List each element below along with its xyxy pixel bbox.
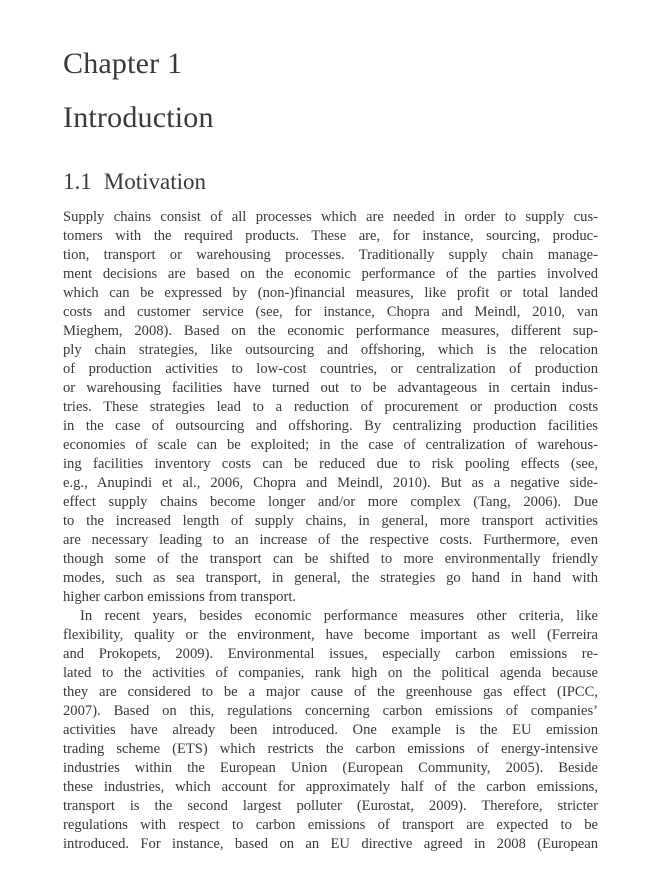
text-line: trading scheme (ETS) which restricts the carbon emissions of energy-intensive xyxy=(63,741,598,757)
text-line: activities have already been introduced. One example is the EU emission xyxy=(63,722,598,738)
text-line: economies of scale can be exploited; in the case of centralization of warehous- xyxy=(63,437,598,453)
text-line: which can be expressed by (non-)financial measures, like profit or total landed xyxy=(63,285,598,301)
page-content xyxy=(63,0,598,854)
text-line: higher carbon emissions from transport. xyxy=(63,589,297,605)
text-line: e.g., Anupindi et al., 2006, Chopra and Meindl, 2010). But as a negative side- xyxy=(63,475,598,491)
text-line: and Prokopets, 2009). Environmental issues, especially carbon emissions re- xyxy=(63,646,598,662)
text-line: regulations with respect to carbon emissions of transport are expected to be xyxy=(63,817,598,833)
paragraph xyxy=(63,607,598,854)
text-line: ply chain strategies, like outsourcing and offshoring, which is the relocation xyxy=(63,342,598,358)
text-line: they are considered to be a major cause of the greenhouse gas effect (IPCC, xyxy=(63,684,598,700)
text-line: introduced. For instance, based on an EU directive agreed in 2008 (European xyxy=(63,836,598,852)
text-line: Mieghem, 2008). Based on the economic performance measures, different sup- xyxy=(63,323,598,339)
text-line: flexibility, quality or the environment, have become important as well (Ferreira xyxy=(63,627,598,643)
text-line: 2007). Based on this, regulations concerning carbon emissions of companies’ xyxy=(63,703,598,719)
text-line: effect supply chains become longer and/or more complex (Tang, 2006). Due xyxy=(63,494,598,510)
text-line: tion, transport or warehousing processes. Traditionally supply chain manage- xyxy=(63,247,598,263)
text-line: are necessary leading to an increase of the respective costs. Furthermore, even xyxy=(63,532,598,548)
text-line: industries within the European Union (European Community, 2005). Beside xyxy=(63,760,598,776)
section-title: Motivation xyxy=(103,169,206,194)
chapter-number-heading: Chapter 1 xyxy=(63,47,183,80)
text-line: ing facilities inventory costs can be reduced due to risk pooling effects (see, xyxy=(63,456,598,472)
text-line: in the case of outsourcing and offshoring. By centralizing production facilities xyxy=(63,418,598,434)
text-line: In recent years, besides economic performance measures other criteria, like xyxy=(80,608,598,624)
body-text xyxy=(63,208,598,854)
text-line: tries. These strategies lead to a reduction of procurement or production costs xyxy=(63,399,598,415)
text-line: lated to the activities of companies, rank high on the political agenda because xyxy=(63,665,598,681)
section-heading xyxy=(63,170,598,193)
text-line: of production activities to low-cost countries, or centralization of production xyxy=(63,361,598,377)
text-line: ment decisions are based on the economic performance of the parties involved xyxy=(63,266,598,282)
text-line: to the increased length of supply chains, in general, more transport activities xyxy=(63,513,598,529)
text-line: transport is the second largest polluter (Eurostat, 2009). Therefore, stricter xyxy=(63,798,598,814)
text-line: these industries, which account for approximately half of the carbon emissions, xyxy=(63,779,598,795)
text-line: though some of the transport can be shifted to more environmentally friendly xyxy=(63,551,598,567)
text-line: tomers with the required products. These are, for instance, sourcing, produc- xyxy=(63,228,598,244)
section-number: 1.1 xyxy=(63,169,92,194)
text-line: or warehousing facilities have turned out to be advantageous in certain indus- xyxy=(63,380,598,396)
chapter-title-heading: Introduction xyxy=(63,101,214,134)
text-line: modes, such as sea transport, in general, the strategies go hand in hand with xyxy=(63,570,598,586)
text-line: costs and customer service (see, for instance, Chopra and Meindl, 2010, van xyxy=(63,304,598,320)
paragraph xyxy=(63,208,598,607)
text-line: Supply chains consist of all processes which are needed in order to supply cus- xyxy=(63,209,598,225)
